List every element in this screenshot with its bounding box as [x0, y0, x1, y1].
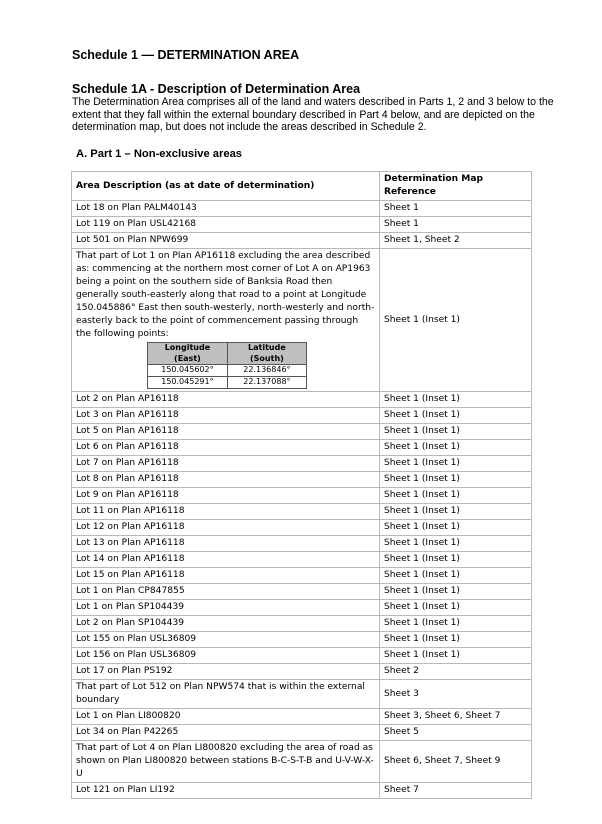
area-description-cell: Lot 11 on Plan AP16118 [72, 504, 380, 520]
header-map-reference: Determination Map Reference [380, 172, 532, 201]
table-row [72, 552, 532, 568]
area-description-cell: Lot 12 on Plan AP16118 [72, 520, 380, 536]
map-reference-cell: Sheet 1 (Inset 1) [380, 600, 532, 616]
map-reference-cell: Sheet 1 [380, 217, 532, 233]
coord-header-longitude: Longitude (East) [148, 343, 228, 365]
header-area-description: Area Description (as at date of determination) [72, 172, 380, 201]
table-header-row [72, 172, 532, 201]
schedule-title: Schedule 1 — DETERMINATION AREA [72, 48, 300, 62]
table-row [72, 392, 532, 408]
area-description-cell: Lot 1 on Plan SP104439 [72, 600, 380, 616]
coord-row [148, 377, 307, 389]
table-row [72, 648, 532, 664]
map-reference-cell: Sheet 6, Sheet 7, Sheet 9 [380, 741, 532, 783]
table-row [72, 632, 532, 648]
table-row [72, 568, 532, 584]
map-reference-cell: Sheet 1 (Inset 1) [380, 424, 532, 440]
table-row [72, 725, 532, 741]
table-row [72, 488, 532, 504]
table-row [72, 600, 532, 616]
coord-header-latitude: Latitude (South) [227, 343, 306, 365]
map-reference-cell: Sheet 1 (Inset 1) [380, 440, 532, 456]
area-description-cell: Lot 501 on Plan NPW699 [72, 233, 380, 249]
coord-latitude: 22.136846° [227, 365, 306, 377]
area-description-cell: Lot 3 on Plan AP16118 [72, 408, 380, 424]
section-title: Schedule 1A - Description of Determination Area [72, 82, 361, 96]
complex-row-text: That part of Lot 1 on Plan AP16118 excluding the area described as: commencing at the northern most corner of Lot A on AP1963 being a point on the southern side of Banksia Road then generally south-easterly along that road to a point at Longitude 150.045886° East then south-westerly, north-westerly and north-easterly back to the point of commencement passing through the following points: [76, 251, 375, 339]
map-reference-cell: Sheet 1 (Inset 1) [380, 392, 532, 408]
map-reference-cell: Sheet 3, Sheet 6, Sheet 7 [380, 709, 532, 725]
area-description-cell: Lot 6 on Plan AP16118 [72, 440, 380, 456]
area-description-cell: Lot 1 on Plan LI800820 [72, 709, 380, 725]
coord-longitude: 150.045291° [148, 377, 228, 389]
table-row [72, 680, 532, 709]
table-row [72, 741, 532, 783]
coord-latitude: 22.137088° [227, 377, 306, 389]
area-description-cell: Lot 18 on Plan PALM40143 [72, 201, 380, 217]
table-row [72, 520, 532, 536]
table-row [72, 424, 532, 440]
table-row [72, 233, 532, 249]
map-reference-cell: Sheet 3 [380, 680, 532, 709]
area-description-cell: Lot 5 on Plan AP16118 [72, 424, 380, 440]
map-reference-cell: Sheet 5 [380, 725, 532, 741]
map-reference-cell: Sheet 7 [380, 783, 532, 799]
map-reference-cell: Sheet 1 (Inset 1) [380, 552, 532, 568]
map-reference-cell: Sheet 1 (Inset 1) [380, 472, 532, 488]
area-description-cell: Lot 9 on Plan AP16118 [72, 488, 380, 504]
map-reference-cell: Sheet 1 (Inset 1) [380, 408, 532, 424]
coord-row [148, 365, 307, 377]
table-row [72, 504, 532, 520]
coord-longitude: 150.045602° [148, 365, 228, 377]
table-row-complex [72, 249, 532, 392]
table-row [72, 783, 532, 799]
table-row [72, 664, 532, 680]
area-description-cell: Lot 2 on Plan SP104439 [72, 616, 380, 632]
area-description-cell: Lot 1 on Plan CP847855 [72, 584, 380, 600]
table-row [72, 408, 532, 424]
map-reference-cell: Sheet 1 (Inset 1) [380, 568, 532, 584]
complex-row-reference: Sheet 1 (Inset 1) [380, 249, 532, 392]
area-description-cell: Lot 8 on Plan AP16118 [72, 472, 380, 488]
map-reference-cell: Sheet 2 [380, 664, 532, 680]
table-row [72, 616, 532, 632]
table-row [72, 440, 532, 456]
map-reference-cell: Sheet 1 (Inset 1) [380, 488, 532, 504]
area-description-cell: That part of Lot 4 on Plan LI800820 excluding the area of road as shown on Plan LI800820 between stations B-C-S-T-B and U-V-W-X-U [72, 741, 380, 783]
coordinates-table [147, 342, 307, 389]
table-row [72, 472, 532, 488]
map-reference-cell: Sheet 1 (Inset 1) [380, 616, 532, 632]
table-row [72, 201, 532, 217]
map-reference-cell: Sheet 1 (Inset 1) [380, 632, 532, 648]
table-row [72, 456, 532, 472]
map-reference-cell: Sheet 1 (Inset 1) [380, 504, 532, 520]
intro-paragraph: The Determination Area comprises all of the land and waters described in Parts 1, 2 and 3 below to the extent that they fall within the external boundary described in Part 4 below, and are depicted on the determination map, but does not include the areas described in Schedule 2. [72, 96, 554, 134]
area-description-cell: Lot 17 on Plan PS192 [72, 664, 380, 680]
map-reference-cell: Sheet 1 (Inset 1) [380, 648, 532, 664]
area-description-cell: Lot 121 on Plan LI192 [72, 783, 380, 799]
map-reference-cell: Sheet 1 (Inset 1) [380, 536, 532, 552]
area-description-cell: Lot 15 on Plan AP16118 [72, 568, 380, 584]
area-description-cell: Lot 156 on Plan USL36809 [72, 648, 380, 664]
map-reference-cell: Sheet 1 [380, 201, 532, 217]
area-description-cell: Lot 2 on Plan AP16118 [72, 392, 380, 408]
complex-row-description [72, 249, 380, 392]
area-description-cell: That part of Lot 512 on Plan NPW574 that is within the external boundary [72, 680, 380, 709]
area-description-cell: Lot 119 on Plan USL42168 [72, 217, 380, 233]
map-reference-cell: Sheet 1 (Inset 1) [380, 456, 532, 472]
table-row [72, 217, 532, 233]
area-description-cell: Lot 155 on Plan USL36809 [72, 632, 380, 648]
map-reference-cell: Sheet 1 (Inset 1) [380, 584, 532, 600]
area-description-cell: Lot 34 on Plan P42265 [72, 725, 380, 741]
table-row [72, 536, 532, 552]
map-reference-cell: Sheet 1, Sheet 2 [380, 233, 532, 249]
part-title: A. Part 1 – Non-exclusive areas [76, 148, 243, 160]
table-row [72, 584, 532, 600]
area-description-cell: Lot 14 on Plan AP16118 [72, 552, 380, 568]
table-row [72, 709, 532, 725]
map-reference-cell: Sheet 1 (Inset 1) [380, 520, 532, 536]
determination-area-table [71, 171, 532, 799]
area-description-cell: Lot 13 on Plan AP16118 [72, 536, 380, 552]
area-description-cell: Lot 7 on Plan AP16118 [72, 456, 380, 472]
